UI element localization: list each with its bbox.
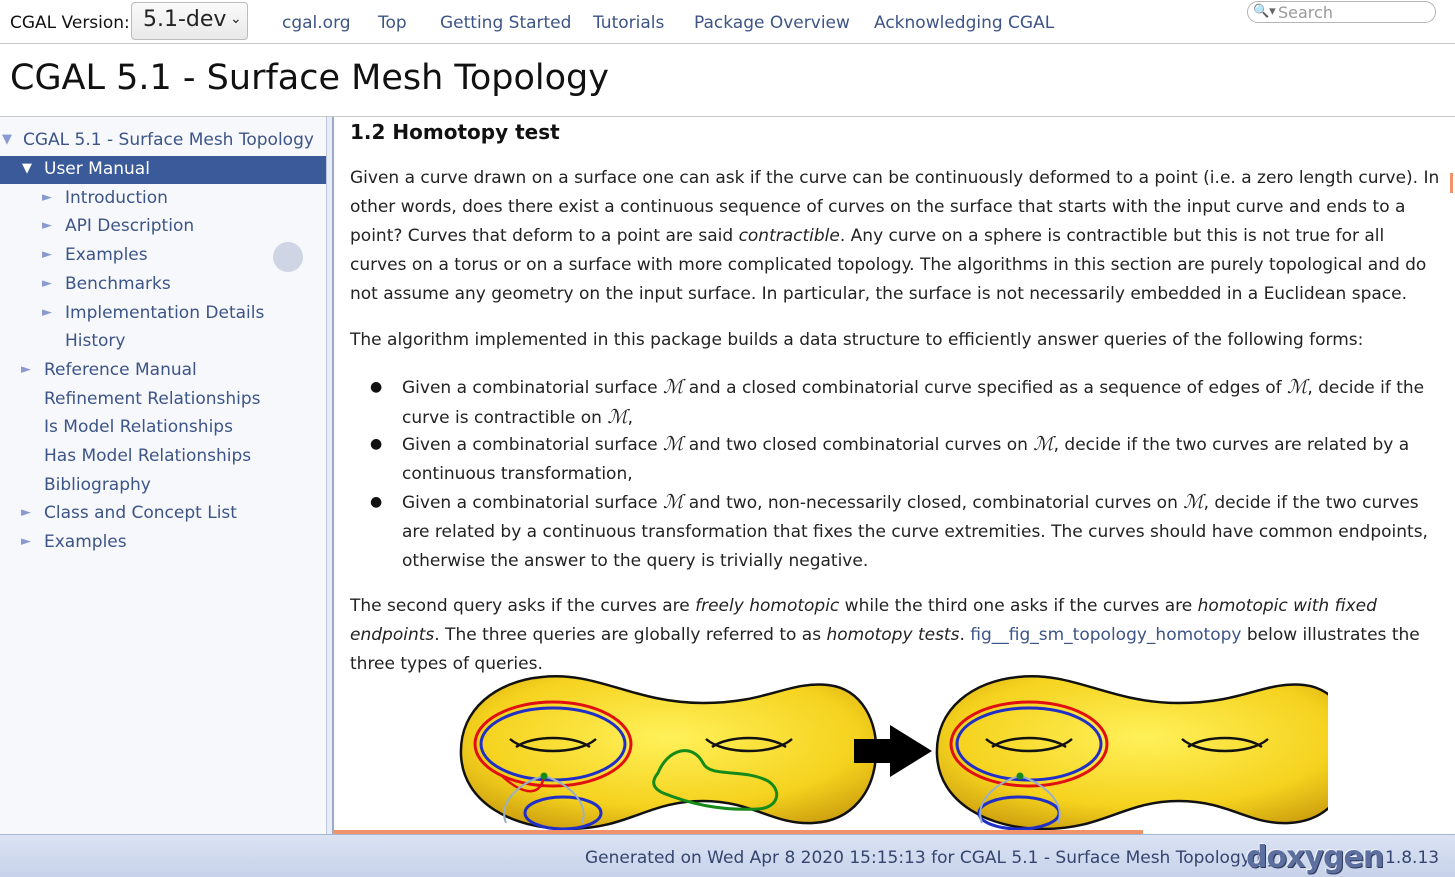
sidebar-item-has-model-relationships[interactable]	[0, 443, 326, 471]
sidebar-item-label[interactable]: Examples	[65, 245, 148, 265]
list-item: Given a combinatorial surface ℳ and two, non-necessarily closed, combinatorial curves on ℳ, decide if the two curves are related by a continuous transformation that fixes the curve extremities. The curves should have common endpoints, otherwise the answer to the query is trivially negative.	[402, 491, 1428, 571]
collapsed-arrow-icon[interactable]: ►	[42, 305, 52, 320]
sidebar-item-label[interactable]: Bibliography	[44, 475, 151, 495]
sidebar-item-label[interactable]: Introduction	[65, 188, 168, 208]
sidebar-item-examples-sub[interactable]	[0, 242, 326, 270]
paragraph-homotopy: The second query asks if the curves are freely homotopic while the third one asks if the curves are homotopic with fixed endpoints. The three queries are globally referred to as homotopy tests. fig__fig_sm_topology_homotopy below illustrates the three types of queries.	[350, 596, 1420, 674]
sidebar-resize-handle[interactable]	[326, 117, 334, 834]
nav-top[interactable]: Top	[378, 13, 407, 33]
double-torus-left	[461, 676, 876, 829]
sidebar-item-introduction[interactable]	[0, 185, 326, 213]
top-navigation-bar	[0, 0, 1455, 44]
scroll-position-marker	[1450, 173, 1453, 193]
sidebar-item-label[interactable]: History	[65, 331, 126, 351]
section-heading: 1.2 Homotopy test	[350, 120, 560, 144]
nav-getting-started[interactable]: Getting Started	[440, 13, 572, 33]
sidebar-item-api-description[interactable]	[0, 213, 326, 241]
sidebar-item-refinement-relationships[interactable]	[0, 386, 326, 414]
main-content	[334, 117, 1455, 834]
sidebar-root-label[interactable]: CGAL 5.1 - Surface Mesh Topology	[23, 130, 314, 150]
sidebar-item-user-manual[interactable]	[0, 156, 326, 184]
collapsed-arrow-icon[interactable]: ►	[42, 247, 52, 262]
page-title: CGAL 5.1 - Surface Mesh Topology	[10, 58, 609, 98]
bullet-icon: ●	[370, 494, 383, 510]
footer	[0, 834, 1455, 877]
version-label: CGAL Version:	[10, 13, 130, 33]
sidebar-item-history[interactable]	[0, 328, 326, 356]
sidebar-item-class-and-concept-list[interactable]	[0, 500, 326, 528]
search-icon[interactable]: 🔍▾	[1253, 4, 1276, 19]
version-value: 5.1-dev	[143, 7, 227, 32]
sidebar-item-label[interactable]: User Manual	[44, 159, 150, 179]
sidebar-item-is-model-relationships[interactable]	[0, 414, 326, 442]
expanded-arrow-icon[interactable]: ▼	[22, 161, 32, 176]
nav-package-overview[interactable]: Package Overview	[694, 13, 850, 33]
doxygen-version: 1.8.13	[1385, 848, 1440, 868]
sidebar-item-benchmarks[interactable]	[0, 271, 326, 299]
sidebar-item-label[interactable]: Is Model Relationships	[44, 417, 233, 437]
paragraph-intro: Given a curve drawn on a surface one can ask if the curve can be continuously deformed to a point (i.e. a zero length curve). In other words, does there exist a continuous sequence of curves on the surface that starts with the input curve and ends to a point? Curves that deform to a point are said contractible. Any curve on a sphere is contractible but this is not true for all curves on a torus or on a surface with more complicated topology. The algorithms in this section are purely topological and do not assume any geometry on the input surface. In particular, the surface is not necessarily embedded in a Euclidean space.	[350, 168, 1440, 304]
sidebar	[0, 117, 326, 834]
sidebar-item-label[interactable]: Reference Manual	[44, 360, 197, 380]
list-item: Given a combinatorial surface ℳ and a closed combinatorial curve specified as a sequence of edges of ℳ, decide if the curve is contractible on ℳ,	[402, 376, 1425, 428]
search-box[interactable]	[1247, 1, 1436, 23]
sidebar-root[interactable]	[0, 127, 326, 155]
nav-acknowledging-cgal[interactable]: Acknowledging CGAL	[874, 13, 1055, 33]
sidebar-item-label[interactable]: Benchmarks	[65, 274, 171, 294]
search-input[interactable]	[1278, 3, 1428, 22]
sidebar-item-label[interactable]: Has Model Relationships	[44, 446, 252, 466]
bullet-icon: ●	[370, 436, 383, 452]
sidebar-item-label[interactable]: Examples	[44, 532, 127, 552]
sidebar-item-label[interactable]: Refinement Relationships	[44, 389, 261, 409]
homotopy-figure	[458, 673, 1328, 834]
doxygen-logo[interactable]: doxygen	[1246, 840, 1384, 875]
nav-cgal-org[interactable]: cgal.org	[282, 13, 351, 33]
sidebar-item-implementation-details[interactable]	[0, 300, 326, 328]
sidebar-item-bibliography[interactable]	[0, 472, 326, 500]
sidebar-item-label[interactable]: Class and Concept List	[44, 503, 237, 523]
nav-tutorials[interactable]: Tutorials	[593, 13, 665, 33]
collapsed-arrow-icon[interactable]: ►	[21, 362, 31, 377]
collapsed-arrow-icon[interactable]: ►	[21, 505, 31, 520]
paragraph-queries: The algorithm implemented in this package builds a data structure to efficiently answer queries of the following forms:	[350, 330, 1364, 350]
sidebar-item-examples[interactable]	[0, 529, 326, 557]
collapsed-arrow-icon[interactable]: ►	[42, 276, 52, 291]
footer-generated-text: Generated on Wed Apr 8 2020 15:15:13 for CGAL 5.1 - Surface Mesh Topology by	[585, 848, 1278, 868]
chevron-down-icon: ⌄	[230, 11, 242, 27]
list-item: Given a combinatorial surface ℳ and two closed combinatorial curves on ℳ, decide if the two curves are related by a continuous transformation,	[402, 433, 1410, 484]
sidebar-item-reference-manual[interactable]	[0, 357, 326, 385]
sidebar-item-label[interactable]: API Description	[65, 216, 195, 236]
expanded-arrow-icon[interactable]: ▼	[2, 132, 12, 147]
figure-link[interactable]: fig__fig_sm_topology_homotopy	[970, 625, 1242, 645]
collapsed-arrow-icon[interactable]: ►	[21, 534, 31, 549]
collapsed-arrow-icon[interactable]: ►	[42, 218, 52, 233]
collapsed-arrow-icon[interactable]: ►	[42, 190, 52, 205]
title-bar	[0, 44, 1455, 117]
bullet-icon: ●	[370, 379, 383, 395]
version-select[interactable]	[131, 2, 248, 40]
sidebar-item-label[interactable]: Implementation Details	[65, 303, 265, 323]
double-torus-right	[937, 676, 1328, 829]
